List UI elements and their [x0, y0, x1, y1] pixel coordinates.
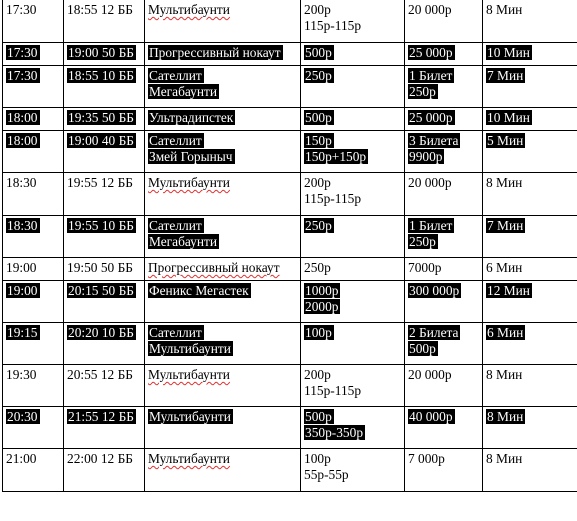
name-text: Ультрадипстек: [149, 110, 234, 125]
prize-pool-cell: [405, 66, 483, 108]
name-line: [148, 149, 298, 165]
name-line: [148, 341, 298, 357]
name-line: [148, 367, 298, 383]
duration-line: [486, 133, 576, 149]
end-time-blinds-cell: [64, 365, 145, 407]
price-line: [304, 133, 402, 149]
prize-text: 20 000р: [408, 367, 452, 382]
tournament-name-cell: [145, 43, 301, 66]
buy-in-cell: [301, 449, 405, 492]
table-row: [3, 173, 577, 216]
level-duration-cell: [483, 281, 577, 323]
buy-in-cell: [301, 407, 405, 449]
prize-text: 300 000р: [409, 283, 460, 298]
price-line: [304, 191, 402, 207]
tournament-name-cell: [145, 281, 301, 323]
price-line: [304, 110, 402, 126]
start-time-cell: [3, 449, 64, 492]
buy-in-cell: [301, 108, 405, 131]
tournament-schedule-table: [2, 0, 577, 492]
end-line: [67, 68, 142, 84]
start-time-cell: [3, 216, 64, 258]
name-text: Мультибаунти: [149, 409, 231, 424]
name-text: Сателлит: [149, 133, 202, 148]
end-time-blinds-cell: [64, 449, 145, 492]
prize-text: 1 Билет: [409, 68, 453, 83]
end-text: 19:00 50 ББ: [68, 45, 134, 60]
duration-line: [486, 325, 576, 341]
prize-text: 2 Билета: [409, 325, 459, 340]
level-duration-cell: [483, 0, 577, 43]
prize-line: [408, 218, 480, 234]
start-text: 18:00: [7, 110, 38, 125]
prize-line: [408, 84, 480, 100]
level-duration-cell: [483, 43, 577, 66]
name-text: Мегабаунти: [149, 84, 218, 99]
schedule-body: [3, 0, 577, 492]
price-line: [304, 218, 402, 234]
duration-text: 5 Мин: [487, 133, 524, 148]
name-text: Мультибаунти: [148, 451, 230, 466]
prize-line: [408, 175, 480, 191]
duration-text: 8 Мин: [486, 367, 523, 382]
name-line: [148, 409, 298, 425]
end-text: 18:55 12 ББ: [67, 2, 133, 17]
level-duration-cell: [483, 365, 577, 407]
table-row: [3, 449, 577, 492]
price-line: [304, 383, 402, 399]
start-line: [6, 451, 61, 467]
buy-in-cell: [301, 0, 405, 43]
buy-in-cell: [301, 216, 405, 258]
end-text: 19:50 50 ББ: [67, 260, 133, 275]
end-line: [67, 409, 142, 425]
duration-line: [486, 68, 576, 84]
end-time-blinds-cell: [64, 281, 145, 323]
name-text: Прогрессивный нокаут: [148, 260, 280, 275]
price-line: [304, 45, 402, 61]
name-text: Мультибаунти: [149, 341, 231, 356]
tournament-name-cell: [145, 0, 301, 43]
level-duration-cell: [483, 66, 577, 108]
start-line: [6, 45, 61, 61]
price-line: [304, 18, 402, 34]
name-line: [148, 68, 298, 84]
end-line: [67, 260, 142, 276]
tournament-name-cell: [145, 216, 301, 258]
prize-text: 250р: [409, 234, 436, 249]
price-line: [304, 2, 402, 18]
duration-line: [486, 175, 576, 191]
end-time-blinds-cell: [64, 258, 145, 281]
prize-text: 20 000р: [408, 2, 452, 17]
start-line: [6, 325, 61, 341]
duration-line: [486, 367, 576, 383]
price-text: 500р: [305, 110, 332, 125]
end-time-blinds-cell: [64, 323, 145, 365]
start-line: [6, 409, 61, 425]
tournament-name-cell: [145, 108, 301, 131]
end-line: [67, 175, 142, 191]
price-text: 250р: [305, 218, 332, 233]
name-line: [148, 218, 298, 234]
end-text: 19:35 50 ББ: [68, 110, 134, 125]
duration-text: 12 Мин: [487, 283, 530, 298]
prize-line: [408, 367, 480, 383]
name-line: [148, 451, 298, 467]
table-row: [3, 365, 577, 407]
duration-line: [486, 283, 576, 299]
prize-text: 500р: [409, 341, 436, 356]
buy-in-cell: [301, 131, 405, 173]
price-line: [304, 367, 402, 383]
prize-text: 1 Билет: [409, 218, 453, 233]
duration-text: 7 Мин: [487, 218, 524, 233]
end-time-blinds-cell: [64, 66, 145, 108]
table-row: [3, 66, 577, 108]
price-text: 200р: [304, 367, 331, 382]
price-text: 115р-115р: [304, 383, 362, 398]
price-line: [304, 68, 402, 84]
duration-text: 8 Мин: [486, 175, 523, 190]
price-text: 350р-350р: [305, 425, 364, 440]
price-line: [304, 409, 402, 425]
prize-text: 20 000р: [408, 175, 452, 190]
name-line: [148, 2, 298, 18]
prize-text: 40 000р: [409, 409, 453, 424]
table-row: [3, 0, 577, 43]
prize-text: 25 000р: [409, 110, 453, 125]
end-text: 19:55 12 ББ: [67, 175, 133, 190]
start-line: [6, 68, 61, 84]
name-text: Прогрессивный нокаут: [149, 45, 281, 60]
end-text: 19:55 10 ББ: [68, 218, 134, 233]
duration-line: [486, 110, 576, 126]
tournament-name-cell: [145, 323, 301, 365]
price-text: 500р: [305, 409, 332, 424]
level-duration-cell: [483, 216, 577, 258]
buy-in-cell: [301, 258, 405, 281]
prize-pool-cell: [405, 323, 483, 365]
price-line: [304, 175, 402, 191]
start-text: 20:30: [7, 409, 38, 424]
price-text: 100р: [305, 325, 332, 340]
level-duration-cell: [483, 258, 577, 281]
price-text: 250р: [305, 68, 332, 83]
end-text: 20:15 50 ББ: [68, 283, 134, 298]
table-row: [3, 43, 577, 66]
duration-line: [486, 218, 576, 234]
start-time-cell: [3, 66, 64, 108]
table-row: [3, 323, 577, 365]
name-text: Мультибаунти: [148, 367, 230, 382]
tournament-name-cell: [145, 173, 301, 216]
end-line: [67, 2, 142, 18]
price-text: 2000р: [305, 299, 339, 314]
price-text: 150р+150р: [305, 149, 367, 164]
name-line: [148, 45, 298, 61]
start-line: [6, 110, 61, 126]
level-duration-cell: [483, 131, 577, 173]
tournament-name-cell: [145, 365, 301, 407]
prize-pool-cell: [405, 281, 483, 323]
end-line: [67, 451, 142, 467]
start-text: 17:30: [7, 68, 38, 83]
name-text: Сателлит: [149, 325, 202, 340]
start-time-cell: [3, 407, 64, 449]
level-duration-cell: [483, 407, 577, 449]
duration-text: 6 Мин: [487, 325, 524, 340]
end-text: 19:00 40 ББ: [68, 133, 134, 148]
start-text: 17:30: [7, 45, 38, 60]
end-time-blinds-cell: [64, 173, 145, 216]
prize-pool-cell: [405, 108, 483, 131]
end-text: 20:55 12 ББ: [67, 367, 133, 382]
price-line: [304, 260, 402, 276]
duration-text: 8 Мин: [486, 451, 523, 466]
start-text: 19:30: [6, 367, 37, 382]
price-text: 115р-115р: [304, 18, 362, 33]
price-text: 500р: [305, 45, 332, 60]
end-line: [67, 283, 142, 299]
duration-line: [486, 260, 576, 276]
prize-pool-cell: [405, 449, 483, 492]
buy-in-cell: [301, 281, 405, 323]
start-time-cell: [3, 323, 64, 365]
name-line: [148, 234, 298, 250]
tournament-name-cell: [145, 258, 301, 281]
end-line: [67, 45, 142, 61]
prize-line: [408, 260, 480, 276]
price-line: [304, 325, 402, 341]
start-line: [6, 367, 61, 383]
duration-line: [486, 451, 576, 467]
start-line: [6, 260, 61, 276]
prize-line: [408, 325, 480, 341]
buy-in-cell: [301, 43, 405, 66]
price-line: [304, 283, 402, 299]
level-duration-cell: [483, 108, 577, 131]
prize-line: [408, 45, 480, 61]
buy-in-cell: [301, 66, 405, 108]
name-line: [148, 110, 298, 126]
name-line: [148, 260, 298, 276]
start-line: [6, 218, 61, 234]
name-text: Сателлит: [149, 68, 202, 83]
start-text: 18:30: [6, 175, 37, 190]
prize-pool-cell: [405, 365, 483, 407]
name-text: Змей Горыныч: [149, 149, 233, 164]
prize-line: [408, 2, 480, 18]
start-time-cell: [3, 108, 64, 131]
start-text: 19:15: [7, 325, 38, 340]
duration-text: 8 Мин: [487, 409, 524, 424]
name-text: Мультибаунти: [148, 175, 230, 190]
level-duration-cell: [483, 173, 577, 216]
prize-pool-cell: [405, 173, 483, 216]
tournament-name-cell: [145, 66, 301, 108]
prize-text: 7 000р: [408, 451, 445, 466]
start-line: [6, 133, 61, 149]
prize-text: 3 Билета: [409, 133, 459, 148]
price-line: [304, 467, 402, 483]
buy-in-cell: [301, 365, 405, 407]
tournament-name-cell: [145, 131, 301, 173]
name-text: Мультибаунти: [148, 2, 230, 17]
duration-line: [486, 409, 576, 425]
tournament-name-cell: [145, 407, 301, 449]
prize-pool-cell: [405, 0, 483, 43]
end-time-blinds-cell: [64, 108, 145, 131]
prize-line: [408, 341, 480, 357]
prize-pool-cell: [405, 258, 483, 281]
price-text: 150р: [305, 133, 332, 148]
end-time-blinds-cell: [64, 407, 145, 449]
end-time-blinds-cell: [64, 131, 145, 173]
duration-text: 7 Мин: [487, 68, 524, 83]
end-line: [67, 367, 142, 383]
table-row: [3, 131, 577, 173]
price-text: 250р: [304, 260, 331, 275]
start-time-cell: [3, 281, 64, 323]
start-text: 19:00: [6, 260, 37, 275]
price-text: 1000р: [305, 283, 339, 298]
duration-text: 8 Мин: [486, 2, 523, 17]
name-text: Сателлит: [149, 218, 202, 233]
start-time-cell: [3, 365, 64, 407]
prize-line: [408, 133, 480, 149]
prize-pool-cell: [405, 216, 483, 258]
name-line: [148, 84, 298, 100]
end-time-blinds-cell: [64, 43, 145, 66]
start-time-cell: [3, 173, 64, 216]
start-text: 18:00: [7, 133, 38, 148]
name-text: Феникс Мегастек: [149, 283, 249, 298]
buy-in-cell: [301, 173, 405, 216]
start-time-cell: [3, 43, 64, 66]
price-text: 200р: [304, 175, 331, 190]
table-row: [3, 108, 577, 131]
prize-pool-cell: [405, 407, 483, 449]
start-time-cell: [3, 0, 64, 43]
level-duration-cell: [483, 449, 577, 492]
duration-text: 10 Мин: [487, 45, 530, 60]
start-text: 19:00: [7, 283, 38, 298]
prize-text: 250р: [409, 84, 436, 99]
prize-text: 7000р: [408, 260, 442, 275]
end-time-blinds-cell: [64, 216, 145, 258]
prize-line: [408, 68, 480, 84]
price-text: 115р-115р: [304, 191, 362, 206]
start-line: [6, 283, 61, 299]
price-text: 200р: [304, 2, 331, 17]
start-time-cell: [3, 131, 64, 173]
name-line: [148, 133, 298, 149]
table-row: [3, 216, 577, 258]
end-line: [67, 325, 142, 341]
prize-line: [408, 283, 480, 299]
name-text: Мегабаунти: [149, 234, 218, 249]
level-duration-cell: [483, 323, 577, 365]
tournament-name-cell: [145, 449, 301, 492]
prize-line: [408, 149, 480, 165]
name-line: [148, 283, 298, 299]
start-time-cell: [3, 258, 64, 281]
price-line: [304, 299, 402, 315]
table-row: [3, 281, 577, 323]
buy-in-cell: [301, 323, 405, 365]
prize-line: [408, 451, 480, 467]
end-text: 22:00 12 ББ: [67, 451, 133, 466]
name-line: [148, 325, 298, 341]
prize-text: 25 000р: [409, 45, 453, 60]
table-row: [3, 258, 577, 281]
price-text: 100р: [304, 451, 331, 466]
name-line: [148, 175, 298, 191]
prize-pool-cell: [405, 131, 483, 173]
prize-text: 9900р: [409, 149, 443, 164]
duration-line: [486, 45, 576, 61]
price-text: 55р-55р: [304, 467, 349, 482]
end-text: 18:55 10 ББ: [68, 68, 134, 83]
duration-text: 10 Мин: [487, 110, 530, 125]
price-line: [304, 425, 402, 441]
start-text: 17:30: [6, 2, 37, 17]
price-line: [304, 451, 402, 467]
end-line: [67, 218, 142, 234]
table-row: [3, 407, 577, 449]
start-text: 18:30: [7, 218, 38, 233]
duration-text: 6 Мин: [486, 260, 523, 275]
prize-line: [408, 409, 480, 425]
end-time-blinds-cell: [64, 0, 145, 43]
start-text: 21:00: [6, 451, 37, 466]
prize-line: [408, 234, 480, 250]
end-line: [67, 133, 142, 149]
price-line: [304, 149, 402, 165]
duration-line: [486, 2, 576, 18]
prize-line: [408, 110, 480, 126]
prize-pool-cell: [405, 43, 483, 66]
end-line: [67, 110, 142, 126]
start-line: [6, 175, 61, 191]
end-text: 21:55 12 ББ: [68, 409, 134, 424]
end-text: 20:20 10 ББ: [68, 325, 134, 340]
start-line: [6, 2, 61, 18]
